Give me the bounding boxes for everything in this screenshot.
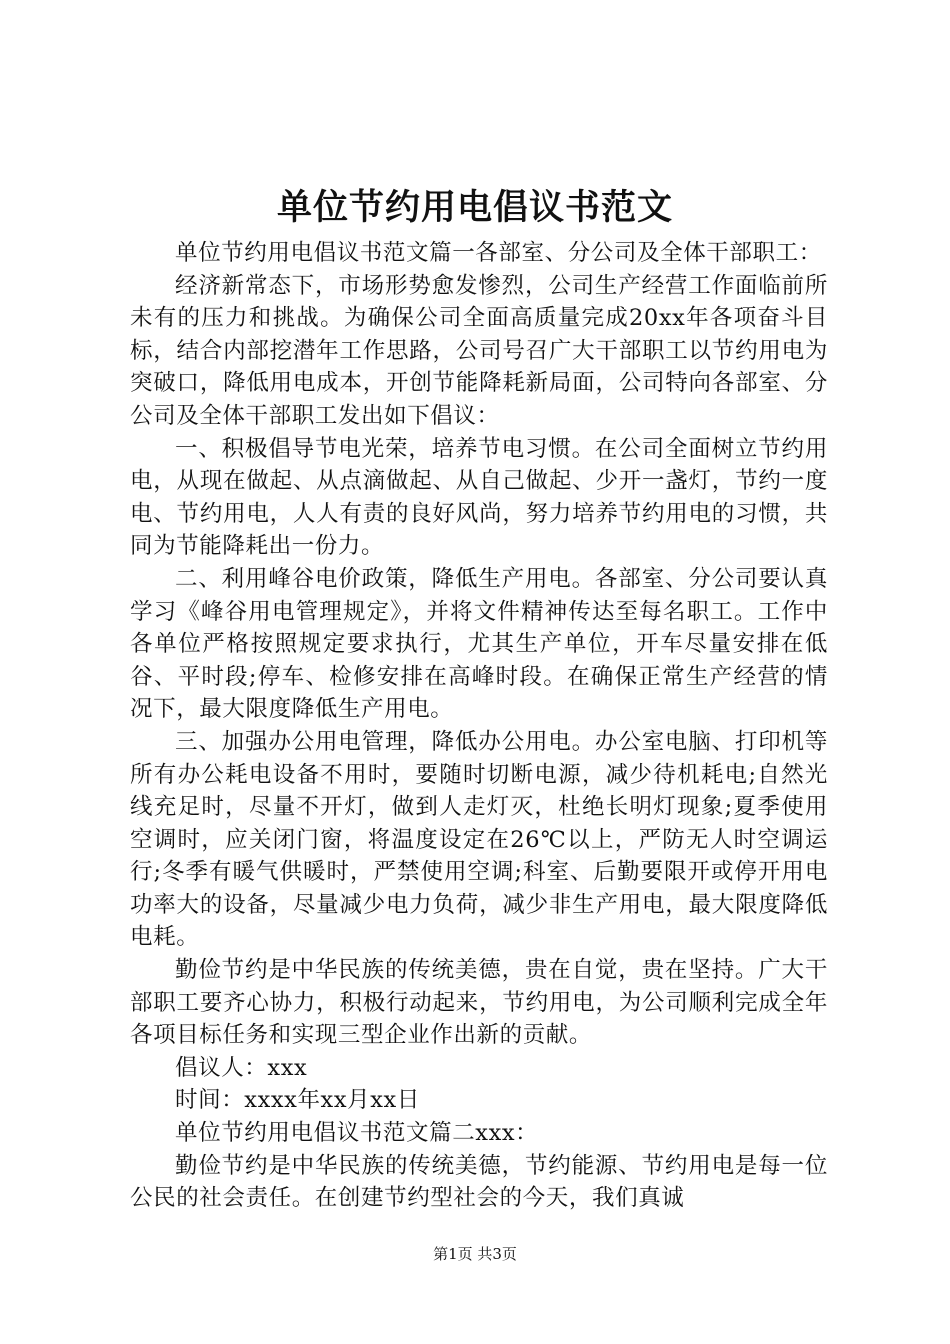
paragraph-10: 勤俭节约是中华民族的传统美德，节约能源、节约用电是每一位公民的社会责任。在创建节约型社会的今天，我们真诚: [130, 1152, 828, 1212]
paragraph-4: 二、利用峰谷电价政策，降低生产用电。各部室、分公司要认真学习《峰谷用电管理规定》，并将文件精神传达至每名职工。工作中各单位严格按照规定要求执行，尤其生产单位，开车尽量安排在低谷、平时段;停车、检修安排在高峰时段。在确保正常生产经营的情况下，最大限度降低生产用电。: [130, 565, 828, 723]
page-footer: 第1页 共3页: [433, 1245, 517, 1263]
document-title: 单位节约用电倡议书范文: [276, 187, 673, 228]
paragraph-9: 单位节约用电倡议书范文篇二xxx：: [175, 1120, 539, 1147]
document-body: [130, 237, 828, 1215]
paragraph-2: 经济新常态下，市场形势愈发惨烈，公司生产经营工作面临前所未有的压力和挑战。为确保公司全面高质量完成20xx年各项奋斗目标，结合内部挖潜年工作思路，公司号召广大干部职工以节约用电为突破口，降低用电成本，开创节能降耗新局面，公司特向各部室、分公司及全体干部职工发出如下倡议：: [130, 272, 828, 429]
paragraph-3: 一、积极倡导节电光荣，培养节电习惯。在公司全面树立节约用电，从现在做起、从点滴做起、从自己做起、少开一盏灯，节约一度电、节约用电，人人有责的良好风尚，努力培养节约用电的习惯，共同为节能降耗出一份力。: [130, 435, 828, 560]
date-line: 时间：xxxx年xx月xx日: [175, 1087, 420, 1114]
paragraph-6: 勤俭节约是中华民族的传统美德，贵在自觉，贵在坚持。广大干部职工要齐心协力，积极行动起来，节约用电，为公司顺利完成全年各项目标任务和实现三型企业作出新的贡献。: [130, 957, 828, 1049]
paragraph-5: 三、加强办公用电管理，降低办公用电。办公室电脑、打印机等所有办公耗电设备不用时，要随时切断电源，减少待机耗电;自然光线充足时，尽量不开灯，做到人走灯灭，杜绝长明灯现象;夏季使用空调时，应关闭门窗，将温度设定在26℃以上，严防无人时空调运行;冬季有暖气供暖时，严禁使用空调;科室、后勤要限开或停开用电功率大的设备，尽量减少电力负荷，减少非生产用电，最大限度降低电耗。: [130, 728, 828, 951]
signer-line: 倡议人：xxx: [175, 1054, 308, 1081]
paragraph-1: 单位节约用电倡议书范文篇一各部室、分公司及全体干部职工：: [175, 240, 822, 266]
